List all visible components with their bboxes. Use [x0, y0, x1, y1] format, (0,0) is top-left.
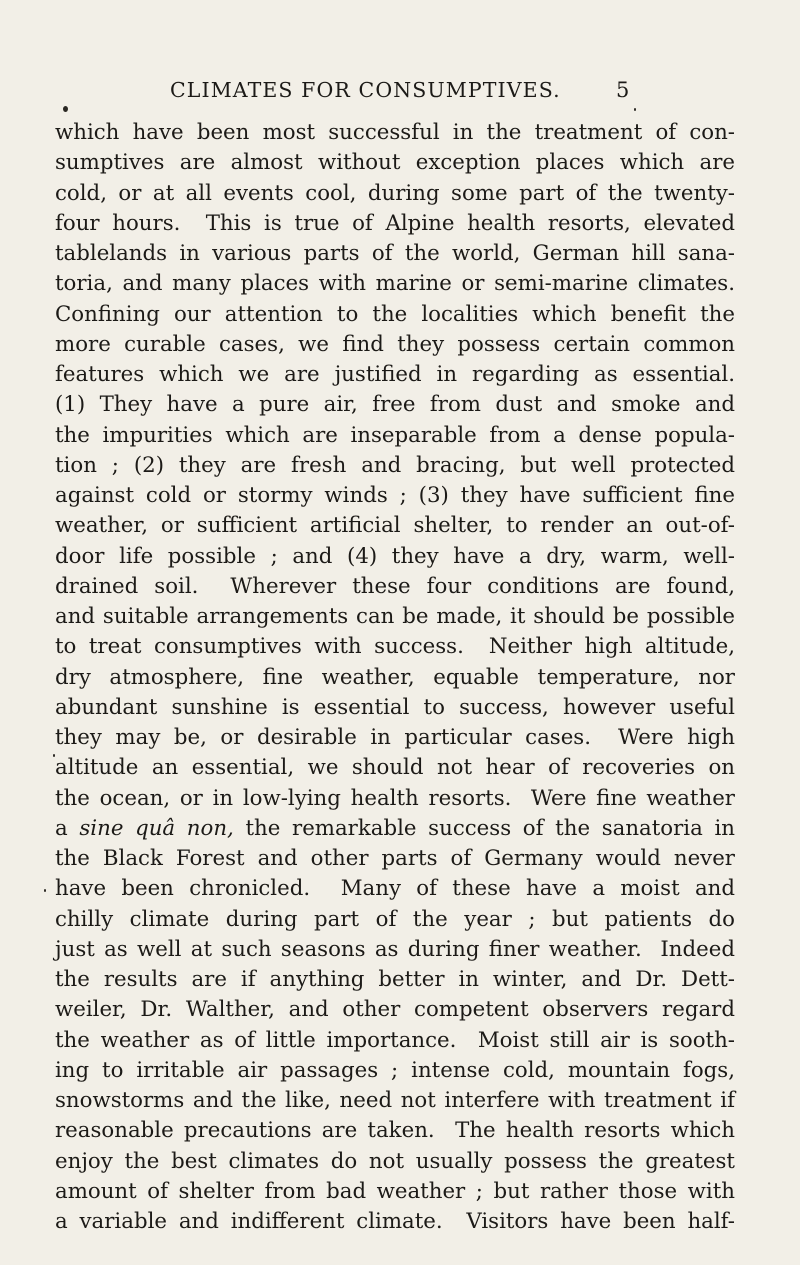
text-line: [55, 269, 735, 299]
text-line: [55, 1177, 735, 1207]
text-segment: sumptives are almost without exception places which are: [55, 150, 735, 176]
italic-phrase: sine quâ non,: [79, 815, 234, 841]
text-line: [55, 814, 735, 844]
text-line: [55, 390, 735, 420]
text-segment: drained soil. Wherever these four conditions are found,: [55, 573, 735, 599]
text-segment: dry atmosphere, fine weather, equable temperature, nor: [55, 664, 735, 690]
text-segment: and suitable arrangements can be made, it should be possible: [55, 604, 735, 629]
text-line: [55, 179, 735, 209]
text-segment: they may be, or desirable in particular cases. Were high: [55, 725, 735, 750]
text-line: [55, 239, 735, 269]
text-segment: the results are if anything better in winter, and Dr. Dett-: [55, 967, 735, 992]
text-line: [55, 874, 735, 904]
text-line: [55, 421, 735, 451]
text-segment: the weather as of little importance. Moist still air is sooth-: [55, 1027, 735, 1053]
text-line: [55, 360, 735, 390]
text-line: [55, 1147, 735, 1177]
text-segment: the remarkable success of the sanatoria in: [233, 815, 735, 841]
text-line: [55, 451, 735, 481]
text-segment: amount of shelter from bad weather ; but rather those with: [55, 1178, 735, 1204]
text-line: [55, 965, 735, 995]
text-segment: toria, and many places with marine or semi-marine climates.: [55, 271, 735, 297]
text-line: [55, 844, 735, 874]
text-segment: (1) They have a pure air, free from dust and smoke and: [55, 392, 735, 418]
text-segment: which have been most successful in the treatment of con-: [55, 120, 735, 145]
text-line: [55, 511, 735, 541]
text-segment: snowstorms and the like, need not interfere with treatment if: [55, 1088, 735, 1113]
text-segment: weiler, Dr. Walther, and other competent observers regard: [55, 997, 735, 1023]
text-segment: a: [55, 815, 80, 841]
text-line: [55, 148, 735, 178]
text-line: [55, 209, 735, 239]
text-segment: to treat consumptives with success. Neither high altitude,: [55, 634, 735, 660]
text-segment: just as well at such seasons as during finer weather. Indeed: [55, 936, 735, 962]
text-segment: chilly climate during part of the year ; but patients do: [55, 906, 735, 932]
text-segment: four hours. This is true of Alpine health resorts, elevated: [55, 210, 735, 236]
text-line: [55, 1207, 735, 1237]
text-segment: tablelands in various parts of the world, German hill sana-: [55, 241, 735, 266]
text-segment: features which we are justified in regarding as essential.: [55, 362, 735, 387]
text-line: [55, 935, 735, 965]
text-segment: a variable and indifferent climate. Visitors have been half-: [55, 1209, 735, 1234]
text-line: [55, 481, 735, 511]
text-line: [55, 753, 735, 783]
text-line: [55, 723, 735, 753]
text-segment: have been chronicled. Many of these have a moist and: [55, 876, 735, 902]
page-number: 5: [616, 78, 630, 102]
text-line: [55, 693, 735, 723]
ink-speck: [44, 889, 46, 892]
body-text: [55, 118, 735, 1237]
text-segment: Confining our attention to the localities which benefit the: [55, 301, 735, 327]
text-line: [55, 1116, 735, 1146]
text-segment: reasonable precautions are taken. The health resorts which: [55, 1118, 735, 1144]
text-line: [55, 118, 735, 148]
text-line: [55, 330, 735, 360]
running-header: CLIMATES FOR CONSUMPTIVES.: [170, 78, 561, 102]
text-line: [55, 995, 735, 1025]
text-line: [55, 542, 735, 572]
text-segment: door life possible ; and (4) they have a dry, warm, well-: [55, 543, 735, 569]
text-segment: against cold or stormy winds ; (3) they have sufficient fine: [55, 483, 735, 508]
text-segment: the Black Forest and other parts of Germany would never: [55, 846, 735, 871]
text-line: [55, 572, 735, 602]
ink-speck: [63, 106, 68, 112]
text-segment: ing to irritable air passages ; intense cold, mountain fogs,: [55, 1057, 735, 1083]
text-line: [55, 632, 735, 662]
text-line: [55, 784, 735, 814]
text-line: [55, 300, 735, 330]
text-line: [55, 905, 735, 935]
text-segment: the impurities which are inseparable from a dense popula-: [55, 422, 735, 448]
text-segment: altitude an essential, we should not hear of recoveries on: [55, 755, 735, 781]
text-segment: tion ; (2) they are fresh and bracing, but well protected: [55, 452, 735, 478]
text-segment: abundant sunshine is essential to success, however useful: [55, 694, 735, 720]
text-line: [55, 1026, 735, 1056]
text-segment: enjoy the best climates do not usually possess the greatest: [55, 1148, 735, 1174]
text-line: [55, 663, 735, 693]
text-line: [55, 1056, 735, 1086]
text-segment: weather, or sufficient artificial shelter, to render an out-of-: [55, 513, 735, 539]
text-segment: the ocean, or in low-lying health resorts. Were fine weather: [55, 785, 735, 811]
ink-speck: [634, 108, 636, 111]
text-line: [55, 1086, 735, 1116]
text-segment: more curable cases, we find they possess certain common: [55, 331, 735, 357]
text-line: [55, 602, 735, 632]
text-segment: cold, or at all events cool, during some part of the twenty-: [55, 180, 735, 206]
